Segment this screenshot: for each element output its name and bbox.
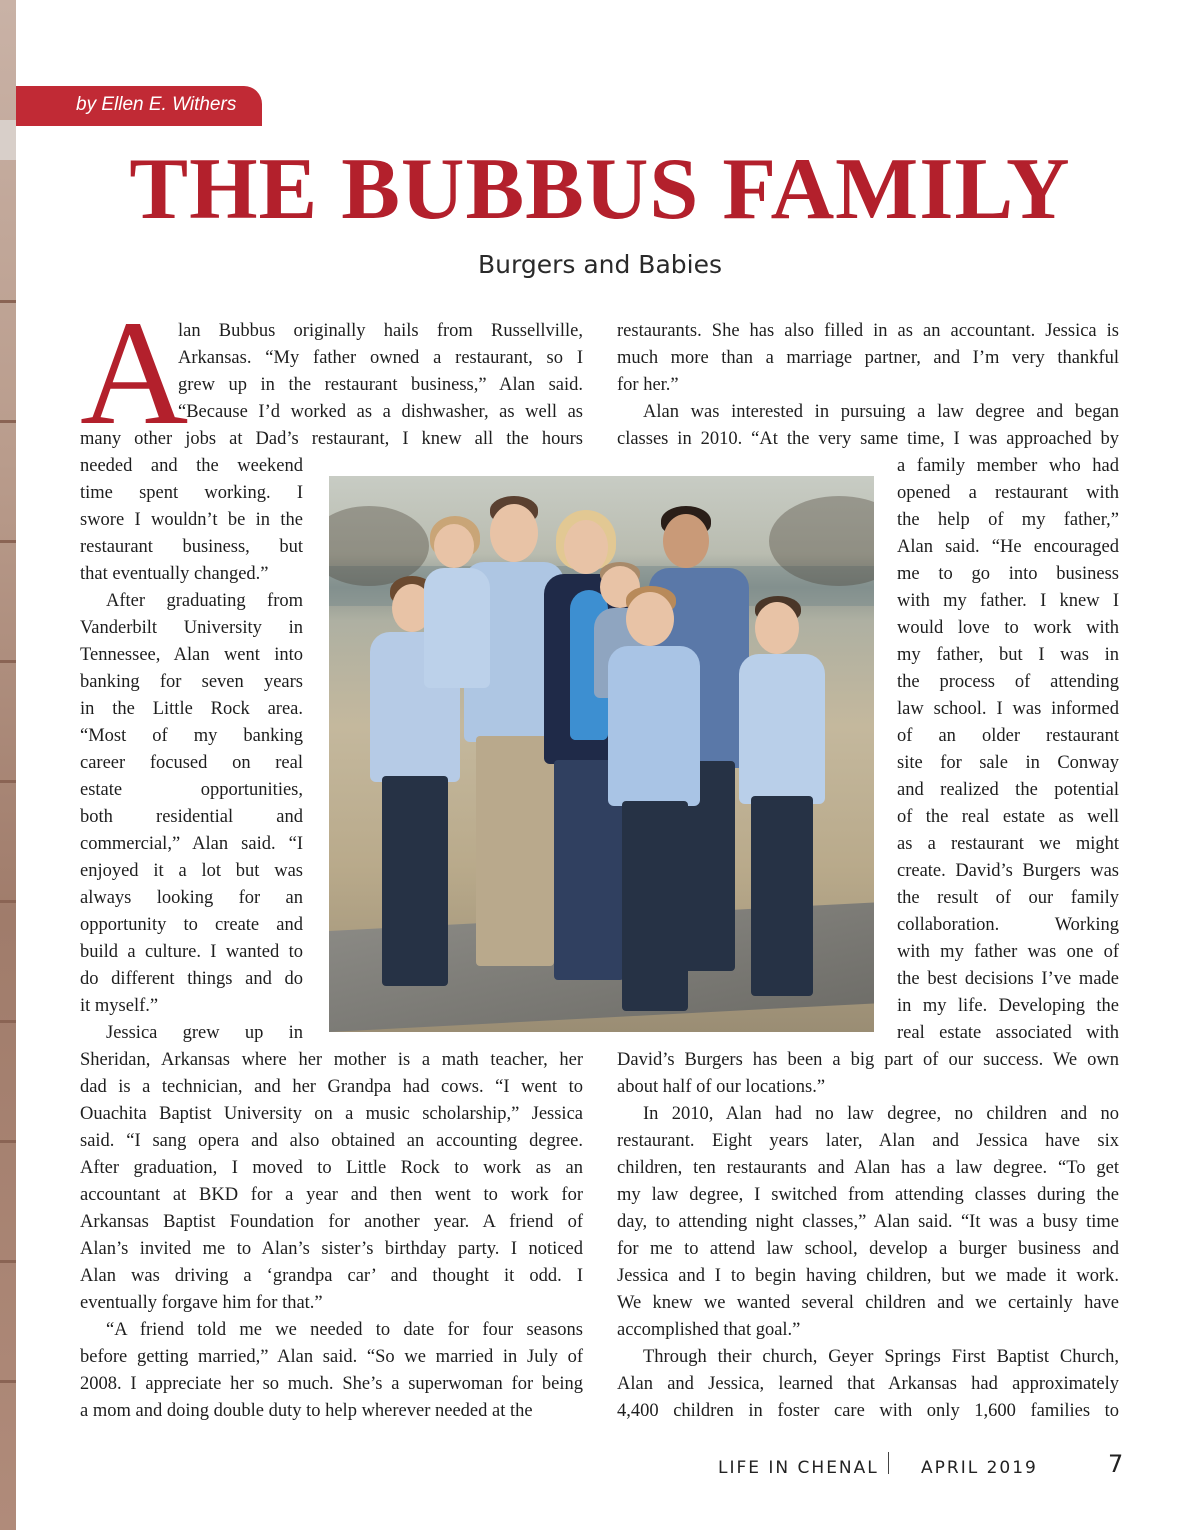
- article-line: accomplished that goal.”: [617, 1320, 801, 1340]
- article-line: children, ten restaurants and Alan has a law degree. “To get: [617, 1158, 1119, 1178]
- article-line: Alan was driving a ‘grandpa car’ and thought it odd. I: [80, 1266, 583, 1286]
- article-line: do different things and do: [80, 969, 303, 989]
- article-line: After graduation, I moved to Little Rock to work as an: [80, 1158, 583, 1178]
- article-line: restaurants. She has also filled in as an accountant. Jessica is: [617, 321, 1119, 341]
- article-line: the help of my father,”: [897, 510, 1119, 530]
- article-line: “A friend told me we needed to date for four seasons: [106, 1320, 583, 1340]
- drop-cap: A: [80, 290, 189, 456]
- byline-text: by Ellen E. Withers: [76, 94, 237, 115]
- article-line: “Because I’d worked as a dishwasher, as well as: [178, 402, 583, 422]
- article-line: in my life. Developing the: [897, 996, 1119, 1016]
- article-line: In 2010, Alan had no law degree, no children and no: [643, 1104, 1119, 1124]
- article-line: Jessica and I to begin having children, but we made it work.: [617, 1266, 1119, 1286]
- article-line: restaurant. Eight years later, Alan and Jessica have six: [617, 1131, 1119, 1151]
- article-line: enjoyed it a lot but was: [80, 861, 303, 881]
- article-line: estate opportunities,: [80, 780, 303, 800]
- article-line: as a restaurant we might: [897, 834, 1119, 854]
- article-line: much more than a marriage partner, and I’m very thankful: [617, 348, 1119, 368]
- article-line: swore I wouldn’t be in the: [80, 510, 303, 530]
- article-line: build a culture. I wanted to: [80, 942, 303, 962]
- family-photo: [329, 476, 874, 1032]
- article-line: my law degree, I switched from attending classes during the: [617, 1185, 1119, 1205]
- article-line: eventually forgave him for that.”: [80, 1293, 323, 1313]
- article-line: site for sale in Conway: [897, 753, 1119, 773]
- article-subtitle: Burgers and Babies: [477, 250, 722, 279]
- article-line: Vanderbilt University in: [80, 618, 303, 638]
- article-line: it myself.”: [80, 996, 159, 1016]
- article-line: Jessica grew up in: [106, 1023, 303, 1043]
- article-line: dad is a technician, and her Grandpa had cows. “I went to: [80, 1077, 583, 1097]
- article-line: Alan said. “He encouraged: [897, 537, 1119, 557]
- page-number: 7: [1108, 1450, 1124, 1478]
- article-line: Alan’s invited me to Alan’s sister’s birthday party. I noticed: [80, 1239, 583, 1259]
- article-line: 4,400 children in foster care with only 1,600 families to: [617, 1401, 1119, 1421]
- article-line: create. David’s Burgers was: [897, 861, 1119, 881]
- article-line: the best decisions I’ve made: [897, 969, 1119, 989]
- article-line: Ouachita Baptist University on a music scholarship,” Jessica: [80, 1104, 583, 1124]
- article-line: Sheridan, Arkansas where her mother is a math teacher, her: [80, 1050, 583, 1070]
- article-title: THE BUBBUS FAMILY: [129, 141, 1071, 238]
- article-line: a family member who had: [897, 456, 1119, 476]
- article-line: with my father was one of: [897, 942, 1119, 962]
- article-line: David’s Burgers has been a big part of our success. We own: [617, 1050, 1119, 1070]
- article-line: day, to attending night classes,” Alan said. “It was a busy time: [617, 1212, 1119, 1232]
- article-line: that eventually changed.”: [80, 564, 269, 584]
- article-line: always looking for an: [80, 888, 303, 908]
- article-line: Tennessee, Alan went into: [80, 645, 303, 665]
- article-line: of an older restaurant: [897, 726, 1119, 746]
- article-line: Arkansas. “My father owned a restaurant, so I: [178, 348, 583, 368]
- article-line: Alan was interested in pursuing a law degree and began: [643, 402, 1119, 422]
- article-line: career focused on real: [80, 753, 303, 773]
- article-line: Alan and Jessica, learned that Arkansas had approximately: [617, 1374, 1119, 1394]
- article-line: collaboration. Working: [897, 915, 1119, 935]
- article-line: Arkansas Baptist Foundation for another year. A friend of: [80, 1212, 583, 1232]
- footer-issue-date: APRIL 2019: [921, 1458, 1038, 1478]
- article-line: about half of our locations.”: [617, 1077, 826, 1097]
- article-line: many other jobs at Dad’s restaurant, I knew all the hours: [80, 429, 583, 449]
- article-line: restaurant business, but: [80, 537, 303, 557]
- article-line: real estate associated with: [897, 1023, 1119, 1043]
- article-line: accountant at BKD for a year and then went to work for: [80, 1185, 583, 1205]
- footer-divider: [888, 1452, 889, 1474]
- article-line: banking for seven years: [80, 672, 303, 692]
- article-line: before getting married,” Alan said. “So we married in July of: [80, 1347, 583, 1367]
- article-line: law school. I was informed: [897, 699, 1119, 719]
- article-line: opened a restaurant with: [897, 483, 1119, 503]
- article-line: me to go into business: [897, 564, 1119, 584]
- article-line: in the Little Rock area.: [80, 699, 303, 719]
- article-line: opportunity to create and: [80, 915, 303, 935]
- article-line: with my father. I knew I: [897, 591, 1119, 611]
- article-line: time spent working. I: [80, 483, 303, 503]
- article-line: for me to attend law school, develop a burger business and: [617, 1239, 1119, 1259]
- footer-magazine-name: LIFE IN CHENAL: [718, 1458, 879, 1478]
- article-line: the process of attending: [897, 672, 1119, 692]
- article-line: We knew we wanted several children and we certainly have: [617, 1293, 1119, 1313]
- article-line: “Most of my banking: [80, 726, 303, 746]
- article-line: grew up in the restaurant business,” Alan said.: [178, 375, 583, 395]
- article-line: commercial,” Alan said. “I: [80, 834, 303, 854]
- article-line: my father, but I was in: [897, 645, 1119, 665]
- article-line: needed and the weekend: [80, 456, 303, 476]
- article-line: both residential and: [80, 807, 303, 827]
- article-line: the result of our family: [897, 888, 1119, 908]
- article-line: and realized the potential: [897, 780, 1119, 800]
- article-line: said. “I sang opera and also obtained an accounting degree.: [80, 1131, 583, 1151]
- article-line: classes in 2010. “At the very same time, I was approached by: [617, 429, 1119, 449]
- article-line: would love to work with: [897, 618, 1119, 638]
- article-line: of the real estate as well: [897, 807, 1119, 827]
- article-line: a mom and doing double duty to help wherever needed at the: [80, 1401, 533, 1421]
- byline-banner: [16, 86, 262, 126]
- article-line: for her.”: [617, 375, 679, 395]
- article-line: lan Bubbus originally hails from Russellville,: [178, 321, 583, 341]
- article-line: After graduating from: [106, 591, 303, 611]
- article-line: Through their church, Geyer Springs First Baptist Church,: [643, 1347, 1119, 1367]
- article-line: 2008. I appreciate her so much. She’s a superwoman for being: [80, 1374, 583, 1394]
